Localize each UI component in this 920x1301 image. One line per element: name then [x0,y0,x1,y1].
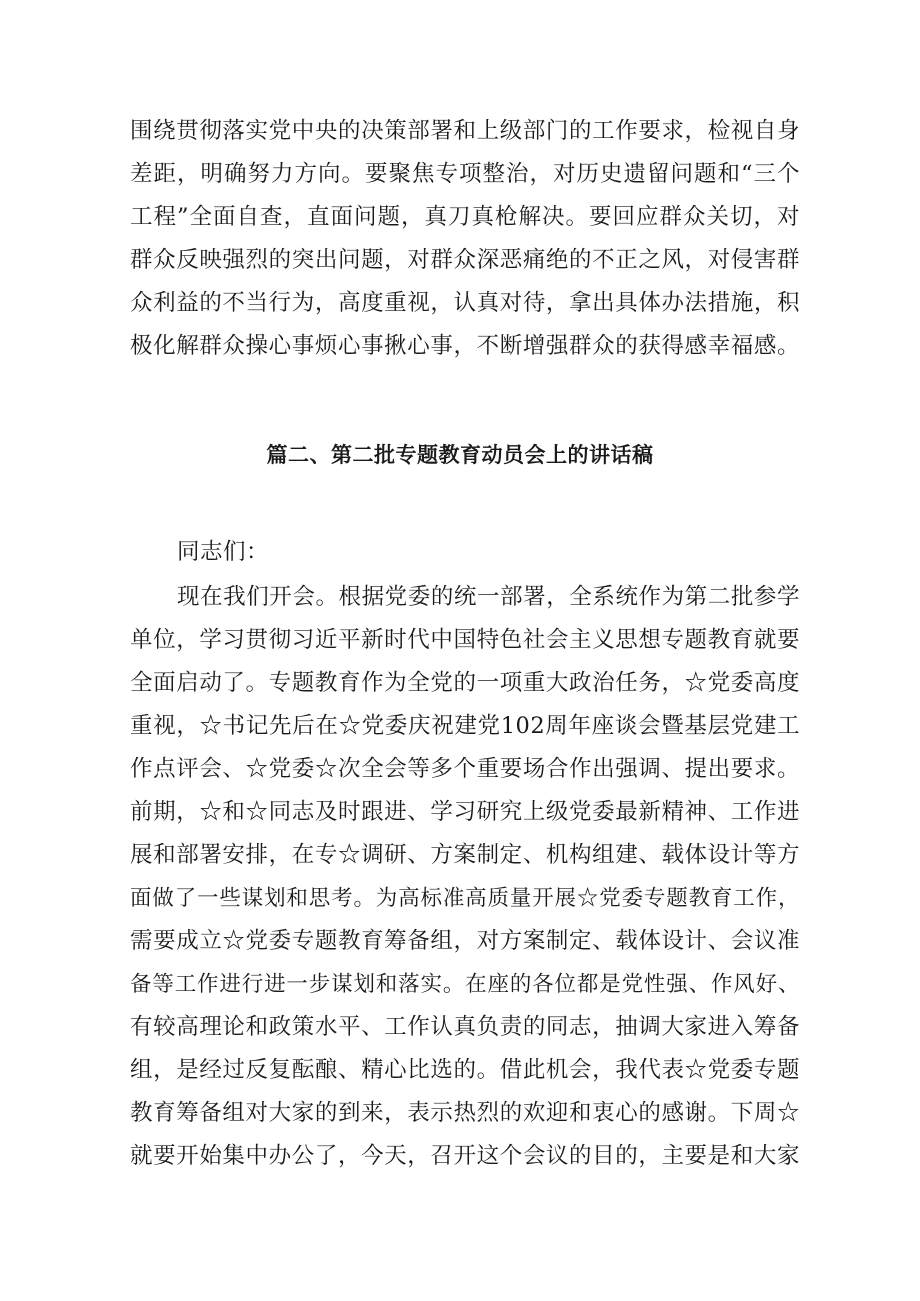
paragraph-line: 差距，明确努力方向。要聚焦专项整治，对历史遗留问题和“三个 [130,161,800,187]
salutation-block [130,531,800,574]
paragraph-line: 组，是经过反复酝酿、精心比选的。借此机会，我代表☆党委专题 [130,1057,800,1083]
paragraph-line: 有较高理论和政策水平、工作认真负责的同志，抽调大家进入筹备 [130,1014,800,1040]
paragraph-line: 展和部署安排，在专☆调研、方案制定、机构组建、载体设计等方 [130,842,800,868]
speech-body-paragraph [130,576,800,1178]
paragraph-line: 工程”全面自查，直面问题，真刀真枪解决。要回应群众关切，对 [130,204,800,230]
paragraph-line: 群众反映强烈的突出问题，对群众深恶痛绝的不正之风，对侵害群 [130,247,800,273]
paragraph-line: 就要开始集中办公了，今天，召开这个会议的目的，主要是和大家 [130,1143,800,1169]
salutation: 同志们： [177,539,270,565]
paragraph-line: 作点评会、☆党委☆次全会等多个重要场合作出强调、提出要求。 [130,756,800,782]
paragraph-line: 全面启动了。专题教育作为全党的一项重大政治任务，☆党委高度 [130,670,800,696]
paragraph-line: 前期，☆和☆同志及时跟进、学习研究上级党委最新精神、工作进 [130,799,800,825]
paragraph-line: 教育筹备组对大家的到来，表示热烈的欢迎和衷心的感谢。下周☆ [130,1100,800,1126]
paragraph-line: 现在我们开会。根据党委的统一部署，全系统作为第二批参学 [177,584,800,610]
paragraph-line: 面做了一些谋划和思考。为高标准高质量开展☆党委专题教育工作， [130,886,800,911]
paragraph-line: 需要成立☆党委专题教育筹备组，对方案制定、载体设计、会议准 [130,928,800,954]
previous-section-paragraph [130,110,800,368]
paragraph-line: 备等工作进行进一步谋划和落实。在座的各位都是党性强、作风好、 [130,972,800,997]
paragraph-line: 围绕贯彻落实党中央的决策部署和上级部门的工作要求，检视自身 [130,118,800,144]
paragraph-line: 极化解群众操心事烦心事揪心事，不断增强群众的获得感幸福感。 [130,333,800,359]
paragraph-line: 单位，学习贯彻习近平新时代中国特色社会主义思想专题教育就要 [130,627,800,653]
paragraph-line: 众利益的不当行为，高度重视，认真对待，拿出具体办法措施，积 [130,290,800,316]
section-title: 篇二、第二批专题教育动员会上的讲话稿 [266,443,654,467]
paragraph-line: 重视，☆书记先后在☆党委庆祝建党102周年座谈会暨基层党建工 [130,713,800,739]
